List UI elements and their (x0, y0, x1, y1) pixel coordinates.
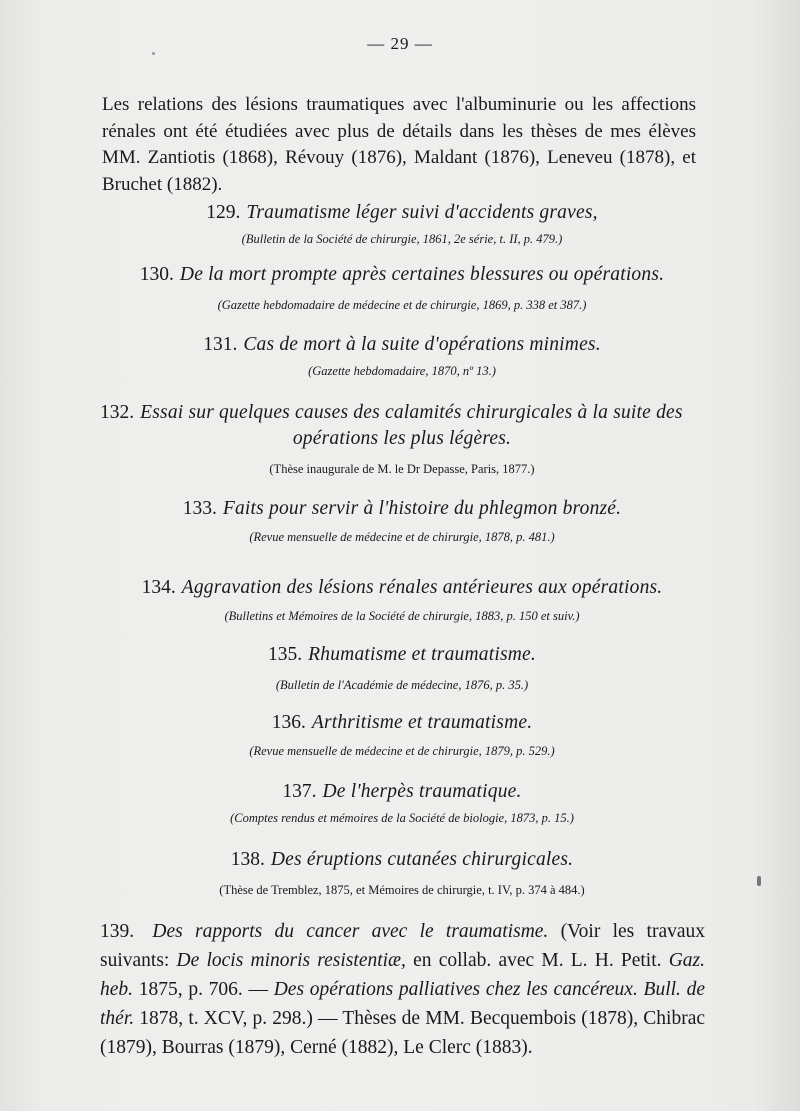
entry-journal: Bull. de thér. (100, 979, 706, 1029)
entry-139 (100, 917, 705, 1062)
entry-number: 129. (206, 202, 241, 223)
entry-number: 138. (230, 849, 265, 870)
entry-title: Traumatisme léger suivi d'accidents graves, (246, 202, 598, 223)
entry-source: (Gazette hebdomadaire, 1870, nº 13.) (308, 364, 496, 378)
entry-132 (100, 400, 704, 478)
entry-136 (100, 710, 704, 760)
entry-138 (100, 847, 704, 899)
entry-source: (Revue mensuelle de médecine et de chirurgie, 1879, p. 529.) (249, 744, 555, 758)
entry-work-title: De locis minoris resistentiæ, (176, 950, 406, 971)
entry-work-title: Des opérations palliatives chez les cancéreux. (273, 979, 638, 1000)
entry-number: 133. (182, 498, 217, 519)
entry-number: 139. (100, 921, 135, 942)
entry-number: 131. (203, 334, 238, 355)
entry-title: Cas de mort à la suite d'opérations minimes. (243, 334, 601, 355)
entry-title: Des éruptions cutanées chirurgicales. (270, 849, 574, 870)
entry-source: (Bulletin de l'Académie de médecine, 1876, p. 35.) (275, 678, 529, 692)
entry-source: (Thèse de Tremblez, 1875, et Mémoires de chirurgie, t. IV, p. 374 à 484.) (219, 883, 585, 897)
entry-135 (100, 642, 704, 694)
entry-137 (100, 779, 704, 827)
entry-number: 135. (268, 644, 303, 665)
entry-number: 136. (271, 712, 306, 733)
entry-133 (100, 496, 704, 546)
entry-text: 1875, p. 706. — (138, 979, 268, 1000)
entry-number: 137. (282, 781, 317, 802)
entry-source: (Revue mensuelle de médecine et de chirurgie, 1878, p. 481.) (249, 530, 555, 544)
entry-129 (100, 200, 704, 248)
entry-source: (Bulletins et Mémoires de la Société de chirurgie, 1883, p. 150 et suiv.) (224, 609, 580, 623)
entry-title: Aggravation des lésions rénales antérieures aux opérations. (181, 577, 663, 598)
paper-speck (152, 52, 155, 55)
entry-source: (Bulletin de la Société de chirurgie, 1861, 2e série, t. II, p. 479.) (241, 232, 563, 246)
entry-title-line2: opérations les plus légères. (292, 428, 512, 449)
entry-text: 1878, t. XCV, p. 298.) — Thèses de MM. Becquembois (1878), Chibrac (1879), Bourras (1879), Cerné (1882), Le Clerc (1883). (100, 1008, 706, 1058)
entry-number: 132. (100, 402, 135, 423)
entry-title: De l'herpès traumatique. (322, 781, 522, 802)
entry-title: Arthritisme et traumatisme. (311, 712, 533, 733)
entry-title: Faits pour servir à l'histoire du phlegmon bronzé. (222, 498, 622, 519)
entry-journal: Gaz. heb. (100, 950, 706, 1000)
entry-source: (Comptes rendus et mémoires de la Société de biologie, 1873, p. 15.) (230, 811, 574, 825)
entry-number: 130. (139, 264, 174, 285)
paper-speck (757, 876, 761, 886)
entry-title: Rhumatisme et traumatisme. (308, 644, 536, 665)
entry-title-line1: Essai sur quelques causes des calamités chirurgicales à la suite des (140, 402, 683, 423)
entry-text: (Voir les travaux suivants: (100, 921, 706, 971)
entry-134 (100, 575, 704, 625)
entry-text: en collab. avec M. L. H. Petit. (413, 950, 662, 971)
entry-number: 134. (141, 577, 176, 598)
entry-130 (100, 262, 704, 314)
entry-source: (Gazette hebdomadaire de médecine et de chirurgie, 1869, p. 338 et 387.) (217, 298, 587, 312)
intro-paragraph: Les relations des lésions traumatiques avec l'albuminurie ou les affections rénales ont été étudiées avec plus de détails dans les thèses de mes élèves MM. Zantiotis (1868), Révouy (1876), Maldant (1876), Leneveu (1878), et Bruchet (1882). (102, 94, 696, 195)
entry-131 (100, 332, 704, 380)
entry-source: (Thèse inaugurale de M. le Dr Depasse, Paris, 1877.) (269, 462, 535, 476)
entry-title: Des rapports du cancer avec le traumatisme. (152, 921, 549, 942)
page-number: — 29 — (367, 34, 433, 53)
entry-title: De la mort prompte après certaines blessures ou opérations. (179, 264, 665, 285)
